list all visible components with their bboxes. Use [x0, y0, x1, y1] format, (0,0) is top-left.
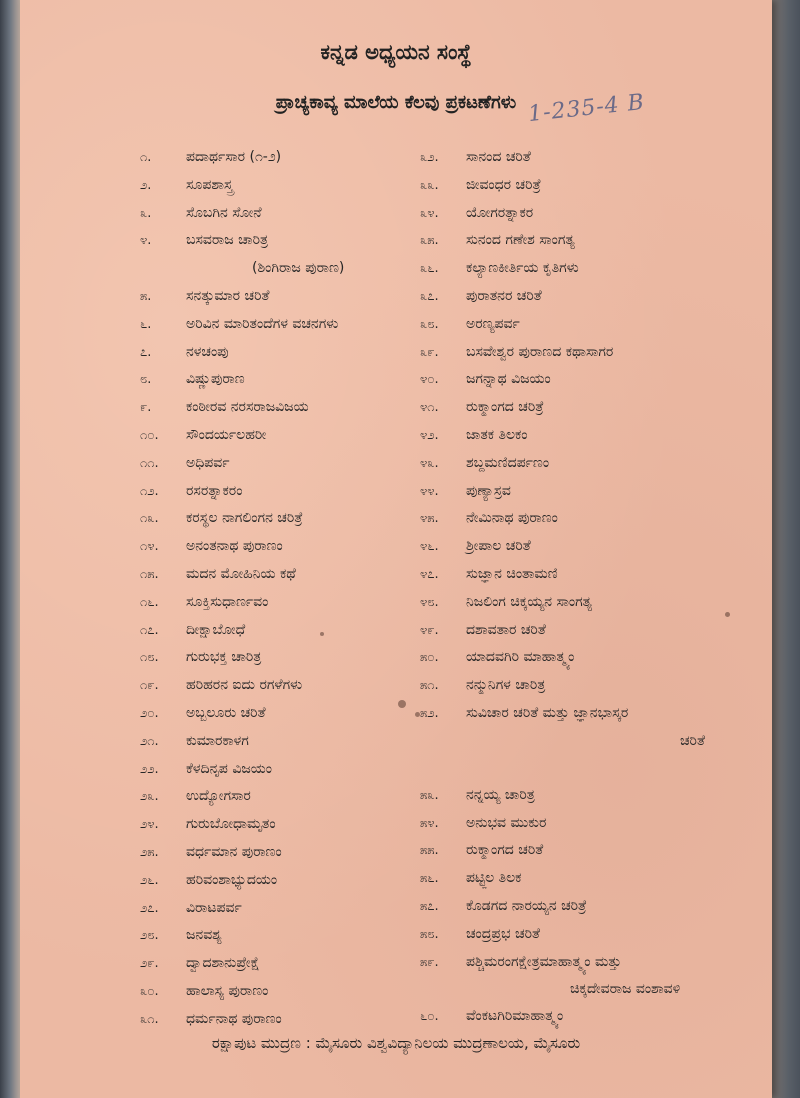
publication-number: ೧. — [140, 150, 152, 165]
publication-item — [140, 398, 440, 426]
publication-title: ರಸರತ್ನಾಕರಂ — [186, 482, 243, 499]
publication-title: ಪುರಾತನರ ಚರಿತೆ — [466, 287, 542, 304]
publication-title: ಶ್ರೀಪಾಲ ಚರಿತೆ — [466, 538, 531, 555]
publication-item — [140, 537, 440, 565]
publication-item — [420, 593, 750, 621]
publication-item — [420, 704, 750, 732]
publication-title: ಹಾಲಾಸ್ಯ ಪುರಾಣಂ — [186, 982, 269, 999]
publication-title: ಸುನಂದ ಗಣೇಶ ಸಾಂಗತ್ಯ — [466, 232, 575, 249]
publication-number: ೨೭. — [140, 900, 159, 916]
publication-number: ೪೦. — [420, 372, 439, 388]
publication-title-continued: ಚಿಕ್ಕದೇವರಾಜ ವಂಶಾವಳಿ — [570, 981, 681, 998]
publication-item — [420, 814, 750, 842]
publication-number: ೩೭. — [420, 288, 439, 304]
publication-title: ಅನುಭವ ಮುಕುರ — [466, 814, 547, 831]
publication-number: ೫೮. — [420, 926, 439, 942]
publication-item — [420, 315, 750, 343]
book-back-cover — [20, 0, 772, 1098]
publication-title: ಅಧಿಪರ್ವ — [186, 454, 230, 471]
publication-title: ಅರಿವಿನ ಮಾರಿತಂದೆಗಳ ವಚನಗಳು — [186, 315, 339, 332]
publication-title: ವಿರಾಟಪರ್ವ — [186, 899, 242, 916]
ink-stain — [320, 632, 324, 636]
publication-title: ಕೆಳದಿನೃಪ ವಿಜಯಂ — [186, 760, 272, 777]
publication-number: ೧೭. — [140, 622, 159, 638]
publication-item — [140, 454, 440, 482]
publication-title: ಕೊಡಗದ ನಾರಯ್ಯನ ಚರಿತ್ರೆ — [466, 897, 587, 914]
publication-number: ೫. — [140, 288, 152, 304]
publication-title: ಅನಂತನಾಥ ಪುರಾಣಂ — [186, 538, 283, 555]
publication-item — [420, 841, 750, 869]
publication-number: ೨೮. — [140, 928, 159, 944]
publication-item — [140, 676, 440, 704]
publication-title: ನಿಜಲಿಂಗ ಚಿಕ್ಕಯ್ಯನ ಸಾಂಗತ್ಯ — [466, 593, 593, 610]
publication-title: ಜಗನ್ನಾಥ ವಿಜಯಂ — [466, 371, 551, 388]
publication-title: ಗುರುಬೋಧಾಮೃತಂ — [186, 816, 276, 833]
publication-item — [140, 982, 440, 1010]
publication-title: ಪಟ್ಟ್ಲಿಲ ತಿಲಕ — [466, 870, 522, 887]
publication-number: ೫೫. — [420, 843, 439, 859]
printer-imprint: ರಕ್ಷಾಪುಟ ಮುದ್ರಣ : ಮೈಸೂರು ವಿಶ್ವವಿದ್ಯಾನಿಲಯ ಮುದ್ರಣಾಲಯ, ಮೈಸೂರು — [211, 1034, 581, 1052]
publication-item — [140, 621, 440, 649]
publication-item — [140, 871, 440, 899]
institute-title: ಕನ್ನಡ ಅಧ್ಯಯನ ಸಂಸ್ಥೆ — [320, 40, 472, 64]
publication-item — [420, 897, 750, 925]
publication-list-right — [420, 148, 750, 1035]
list-spacer — [420, 759, 750, 786]
publication-item — [420, 925, 750, 953]
publication-title: ಬಸವರಾಜ ಚಾರಿತ್ರ — [186, 232, 269, 249]
publication-number: ೧೪. — [140, 539, 159, 555]
publication-item — [420, 204, 750, 232]
publication-title: ಧರ್ಮನಾಥ ಪುರಾಣಂ — [186, 1010, 282, 1027]
publication-number: ೨೨. — [140, 761, 159, 777]
publication-number: ೪೨. — [420, 427, 439, 443]
publication-title: ಜನವಶ್ಯ — [186, 927, 222, 944]
publication-title: ಮದನ ಮೋಹಿನಿಯ ಕಥೆ — [186, 565, 296, 582]
publication-title: ನೇಮಿನಾಥ ಪುರಾಣಂ — [466, 510, 558, 527]
publication-title: ವಿಷ್ಣುಪುರಾಣ — [186, 371, 245, 388]
publication-item — [420, 621, 750, 649]
publication-number: ೮. — [140, 372, 152, 388]
publication-number: ೨೧. — [140, 733, 159, 749]
publication-list-left — [140, 148, 440, 1038]
publication-number: ೪೫. — [420, 511, 439, 527]
publication-number: ೫೭. — [420, 898, 439, 914]
publication-title: ಜೀವಂಧರ ಚರಿತ್ರೆ — [466, 176, 542, 193]
publication-item — [140, 815, 440, 843]
publication-title-continued: ಚರಿತೆ — [680, 732, 705, 749]
publication-item — [140, 343, 440, 371]
publication-number: ೨೫. — [140, 844, 159, 860]
publication-title: ಕುಮಾರಕಾಳಗ — [186, 732, 249, 749]
handwritten-catalog-note: 1-235-4 B — [527, 89, 647, 128]
publication-title: ಗುರುಭಕ್ತ ಚಾರಿತ್ರ — [186, 649, 262, 666]
publication-item — [140, 760, 440, 788]
publication-number: ೨೯. — [140, 956, 159, 972]
publication-title: (ಶಿಂಗಿರಾಜ ಪುರಾಣ) — [252, 260, 345, 277]
publication-title: ಸುಜ್ಞಾನ ಚಿಂತಾಮಣಿ — [466, 565, 558, 582]
publication-title: ವರ್ಧಮಾನ ಪುರಾಣಂ — [186, 843, 282, 860]
publication-title: ಯಾದವಗಿರಿ ಮಾಹಾತ್ಮ್ಯಂ — [466, 649, 575, 666]
publication-title: ದ್ವಾದಶಾನುಪ್ರೇಕ್ಷೆ — [186, 955, 260, 972]
publication-title: ಅರಣ್ಯಪರ್ವ — [466, 315, 520, 332]
publication-number: ೧೧. — [140, 455, 159, 471]
publication-number: ೧೩. — [140, 511, 159, 527]
publication-title: ವೆಂಕಟಗಿರಿಮಾಹಾತ್ಮ್ಯಂ — [466, 1008, 564, 1025]
publication-title: ಬಸವೇಶ್ವರ ಪುರಾಣದ ಕಥಾಸಾಗರ — [466, 343, 614, 360]
publication-item — [140, 148, 440, 176]
publication-number: ೧೨. — [140, 483, 159, 499]
publication-number: ೫೯. — [420, 954, 439, 970]
publication-item — [140, 899, 440, 927]
publication-item — [420, 953, 750, 981]
publication-number: ೩೪. — [420, 205, 439, 221]
publication-item — [420, 259, 750, 287]
publication-number: ೪. — [140, 233, 152, 249]
publication-item — [420, 454, 750, 482]
publication-number: ೪೪. — [420, 483, 439, 499]
publication-item — [420, 343, 750, 371]
publication-item — [140, 259, 440, 287]
publication-item — [420, 148, 750, 176]
publication-item — [420, 565, 750, 593]
publication-title: ಸೂಪಶಾಸ್ತ್ರ — [186, 176, 233, 193]
publication-title: ಯೋಗರತ್ನಾಕರ — [466, 204, 534, 221]
publication-item — [140, 843, 440, 871]
publication-title: ನನ್ನಯ್ಯ ಚಾರಿತ್ರ — [466, 786, 535, 803]
publication-title: ಸೂಕ್ತಿಸುಧಾರ್ಣವಂ — [186, 593, 269, 610]
publication-item — [140, 704, 440, 732]
publication-item — [140, 732, 440, 760]
publication-item — [140, 370, 440, 398]
publication-title: ಪುಣ್ಯಾಸ್ರವ — [466, 482, 511, 499]
series-subtitle: ಪ್ರಾಚ್ಯಕಾವ್ಯ ಮಾಲೆಯ ಕೆಲವು ಪ್ರಕಟಣೆಗಳು — [275, 92, 517, 113]
publication-number: ೩೫. — [420, 233, 439, 249]
publication-item — [420, 482, 750, 510]
publication-number: ೧೮. — [140, 650, 159, 666]
publication-number: ೩೨. — [420, 150, 439, 165]
publication-item — [140, 231, 440, 259]
publication-item — [420, 1007, 750, 1035]
publication-number: ೫೦. — [420, 650, 439, 666]
publication-item — [140, 315, 440, 343]
publication-number: ೫೩. — [420, 787, 439, 803]
publication-number: ೨. — [140, 177, 152, 193]
publication-title: ಚಂದ್ರಪ್ರಭ ಚರಿತೆ — [466, 925, 540, 942]
publication-number: ೬. — [140, 316, 152, 332]
publication-number: ೪೮. — [420, 594, 439, 610]
publication-number: ೪೬. — [420, 539, 439, 555]
publication-title: ಶಬ್ದಮಣಿದರ್ಪಣಂ — [466, 454, 550, 471]
publication-item — [140, 509, 440, 537]
publication-title: ನನ್ಮುನಿಗಳ ಚಾರಿತ್ರ — [466, 677, 546, 694]
publication-title: ನಳಚಂಪು — [186, 343, 229, 360]
publication-number: ೩೦. — [140, 983, 159, 999]
publication-item — [420, 676, 750, 704]
publication-number: ೪೯. — [420, 622, 439, 638]
publication-title: ರುಕ್ಮಾಂಗದ ಚರಿತೆ — [466, 842, 544, 859]
publication-title: ಪದಾರ್ಥಸಾರ (೧-೨) — [186, 149, 282, 165]
publication-number: ೩೩. — [420, 177, 439, 193]
publication-title: ರುಕ್ಮಾಂಗದ ಚರಿತ್ರೆ — [466, 399, 544, 416]
publication-item — [420, 176, 750, 204]
ink-stain — [415, 712, 420, 717]
publication-number: ೪೩. — [420, 455, 439, 471]
publication-number: ೫೧. — [420, 678, 439, 694]
publication-number: ೩. — [140, 205, 152, 221]
ink-stain — [725, 612, 730, 617]
publication-item — [420, 287, 750, 315]
publication-number: ೫೬. — [420, 871, 439, 887]
publication-item — [420, 509, 750, 537]
publication-title: ಸೊಬಗಿನ ಸೋನೆ — [186, 204, 262, 221]
publication-title: ಹರಿಹರನ ಐದು ರಗಳೆಗಳು — [186, 677, 303, 694]
publication-title: ಕರಸ್ಥಲ ನಾಗಲಿಂಗನ ಚರಿತ್ರೆ — [186, 510, 303, 527]
publication-item — [140, 426, 440, 454]
publication-number: ೬೦. — [420, 1009, 439, 1025]
publication-number: ೨೩. — [140, 789, 159, 805]
publication-title: ಉದ್ಯೋಗಸಾರ — [186, 788, 251, 805]
publication-title: ದೀಕ್ಷಾಬೋಧೆ — [186, 621, 246, 638]
publication-number: ೧೦. — [140, 427, 159, 443]
publication-number: ೩೧. — [140, 1011, 159, 1027]
publication-item — [140, 565, 440, 593]
publication-title: ಸೌಂದರ್ಯಲಹರೀ — [186, 426, 267, 443]
publication-title: ಕಲ್ಯಾಣಕೀರ್ತಿಯ ಕೃತಿಗಳು — [466, 260, 579, 277]
publication-number: ೧೬. — [140, 594, 159, 610]
publication-item — [420, 869, 750, 897]
publication-number: ೨೪. — [140, 817, 159, 833]
publication-number: ೯. — [140, 400, 152, 416]
publication-item — [140, 593, 440, 621]
publication-item — [420, 537, 750, 565]
publication-title: ಸಾನಂದ ಚರಿತೆ — [466, 149, 531, 165]
publication-title: ಹರಿವಂಶಾಭ್ಯುದಯಂ — [186, 871, 278, 888]
publication-item — [420, 231, 750, 259]
publication-item — [420, 398, 750, 426]
publication-number: ೩೯. — [420, 344, 439, 360]
publication-title: ಅಬ್ಬಲೂರು ಚರಿತೆ — [186, 704, 266, 721]
publication-title: ಪಶ್ಚಿಮರಂಗಕ್ಷೇತ್ರಮಾಹಾತ್ಮ್ಯಂ ಮತ್ತು — [466, 953, 622, 970]
publication-number: ೧೯. — [140, 678, 159, 694]
publication-number: ೩೬. — [420, 261, 439, 277]
publication-item — [420, 648, 750, 676]
publication-title: ಕಂಠೀರವ ನರಸರಾಜವಿಜಯ — [186, 399, 309, 416]
ink-stain — [398, 700, 406, 708]
publication-number: ೫೨. — [420, 705, 439, 721]
publication-number: ೨೬. — [140, 872, 159, 888]
publication-item — [140, 787, 440, 815]
publication-item — [140, 954, 440, 982]
publication-number: ೭. — [140, 344, 152, 360]
book-spine-edge — [770, 0, 800, 1098]
publication-number: ೫೪. — [420, 815, 439, 831]
publication-item — [420, 370, 750, 398]
publication-item — [140, 926, 440, 954]
publication-item — [420, 426, 750, 454]
publication-number: ೪೭. — [420, 566, 439, 582]
publication-item — [140, 204, 440, 232]
publication-item — [140, 648, 440, 676]
publication-number: ೩೮. — [420, 316, 439, 332]
publication-title: ಸನತ್ಕುಮಾರ ಚರಿತೆ — [186, 287, 270, 304]
publication-number: ೧೫. — [140, 566, 159, 582]
publication-title: ದಶಾವತಾರ ಚರಿತೆ — [466, 621, 546, 638]
publication-title: ಜಾತಕ ತಿಲಕಂ — [466, 426, 528, 443]
publication-item — [140, 287, 440, 315]
publication-item — [140, 176, 440, 204]
publication-number: ೪೧. — [420, 400, 439, 416]
publication-item — [140, 482, 440, 510]
publication-title: ಸುವಿಚಾರ ಚರಿತೆ ಮತ್ತು ಜ್ಞಾನಭಾಸ್ಕರ — [466, 704, 629, 721]
publication-number: ೨೦. — [140, 705, 159, 721]
publication-item — [420, 786, 750, 814]
